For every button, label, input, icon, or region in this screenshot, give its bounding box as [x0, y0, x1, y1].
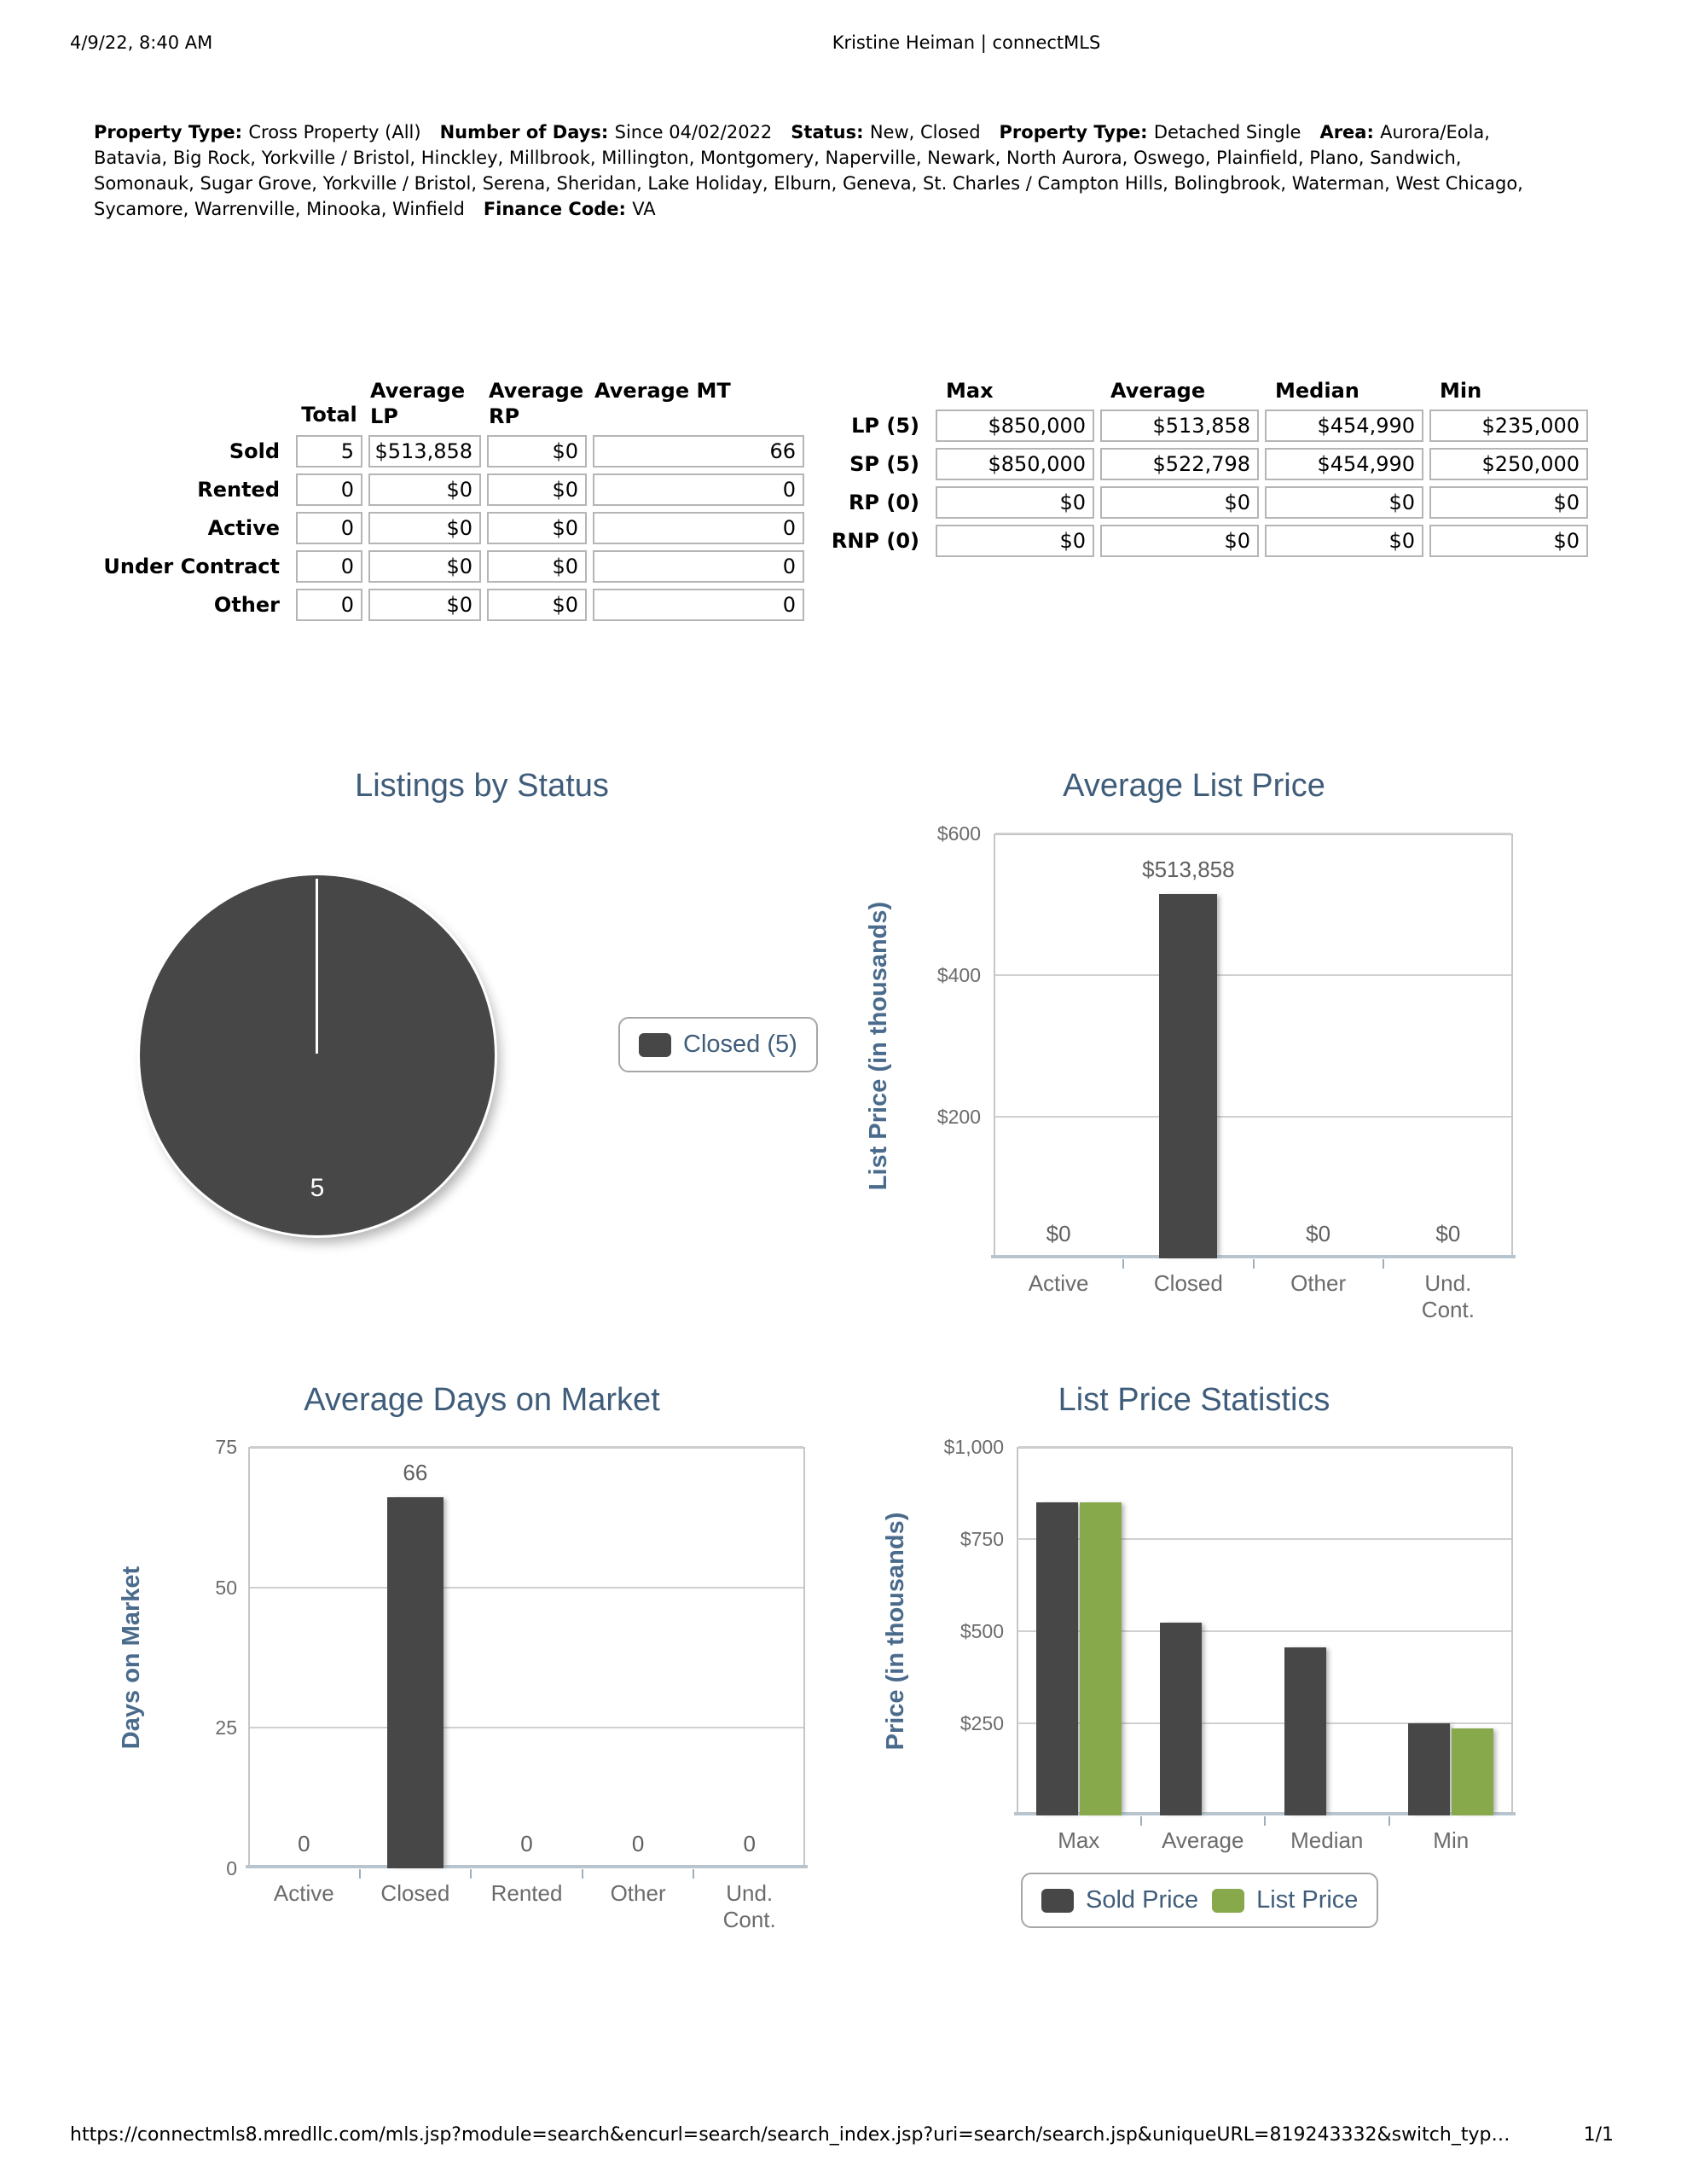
- column-header: Average RP: [489, 379, 584, 428]
- table-cell: [296, 550, 362, 583]
- category-label: Average: [1162, 1827, 1244, 1853]
- category-label: Active: [273, 1880, 334, 1906]
- table-cell-value: $454,990: [1317, 452, 1415, 476]
- column-header: Median: [1275, 379, 1359, 403]
- row-label: Rented: [197, 478, 280, 502]
- criteria-label: Area:: [1319, 122, 1381, 142]
- x-axis-tick: [693, 1869, 694, 1879]
- gridline: [250, 1587, 803, 1589]
- legend-swatch: [1041, 1889, 1074, 1913]
- table-cell: [487, 435, 587, 468]
- table-cell: [368, 512, 481, 544]
- table-cell-value: 5: [340, 439, 354, 463]
- row-label: Other: [213, 593, 280, 617]
- gridline: [250, 1727, 803, 1728]
- plot-area: [994, 834, 1513, 1258]
- y-tick-label: $200: [936, 1106, 981, 1128]
- table-cell-value: $235,000: [1481, 414, 1580, 438]
- category-label: Median: [1290, 1827, 1364, 1853]
- table-cell: [936, 448, 1094, 480]
- print-header-datetime: 4/9/22, 8:40 AM: [70, 32, 213, 53]
- criteria-value: Aurora/Eola, Batavia, Big Rock, Yorkville / Bristol, Hinckley, Millbrook, Millington, Montgomery, Naperville, Newark, North Aurora, Oswego, Plainfield, Plano, Sandwich, Somonauk, Sugar Grove, Yorkville / Bristol, Serena, Sheridan, Lake Holiday, Elburn, Geneva, St. Charles / Campton Hills, Bolingbrook, Waterman, West Chicago, Sycamore, Warrenville, Minooka, Winfield: [94, 122, 1523, 219]
- table-cell-value: $0: [552, 516, 578, 540]
- table-cell: [1429, 525, 1588, 557]
- gridline: [995, 974, 1511, 976]
- bar-sold-price: [1036, 1502, 1078, 1815]
- table-corner-spacer: [101, 378, 290, 429]
- table-cell-value: $0: [446, 516, 472, 540]
- table-cell: [593, 435, 804, 468]
- y-tick-label: $1,000: [943, 1436, 1004, 1458]
- table-cell-value: $0: [1224, 491, 1250, 514]
- row-label: Under Contract: [103, 555, 280, 578]
- table-cell-value: $522,798: [1152, 452, 1250, 476]
- y-tick-label: $500: [959, 1620, 1004, 1642]
- table-cell: [936, 410, 1094, 442]
- table-cell: [1429, 410, 1588, 442]
- category-label: Min: [1433, 1827, 1470, 1853]
- row-label: LP (5): [851, 414, 919, 438]
- table-cell-value: $0: [446, 555, 472, 578]
- column-header: Total: [301, 403, 357, 427]
- criteria-value: New, Closed: [869, 122, 981, 142]
- x-axis-tick: [359, 1869, 361, 1879]
- x-axis-tick: [1253, 1259, 1255, 1269]
- column-header: Average: [1110, 379, 1206, 403]
- x-axis-tick: [1388, 1816, 1390, 1826]
- value-label: 0: [520, 1831, 533, 1856]
- criteria-label: Property Type:: [94, 122, 249, 142]
- y-axis-title: List Price (in thousands): [865, 901, 892, 1191]
- column-header: Min: [1440, 379, 1482, 403]
- value-label: $513,858: [1142, 857, 1235, 883]
- table-cell: [593, 512, 804, 544]
- y-tick-label: 0: [226, 1857, 237, 1879]
- table-cell-value: 66: [769, 439, 796, 463]
- category-label: Und. Cont.: [722, 1880, 776, 1932]
- value-label: 0: [743, 1831, 756, 1856]
- table-cell: [296, 435, 362, 468]
- price-statistics-table: [819, 378, 1588, 557]
- plot-area: [248, 1447, 805, 1868]
- row-label: Active: [207, 516, 280, 540]
- table-cell: [1100, 525, 1259, 557]
- print-footer-page-number: 1/1: [1583, 2124, 1614, 2146]
- y-tick-label: $600: [936, 822, 981, 845]
- chart-title: Average Days on Market: [304, 1382, 660, 1418]
- table-cell-value: $250,000: [1481, 452, 1580, 476]
- pie-value-label: 5: [310, 1174, 325, 1202]
- print-footer-url: https://connectmls8.mredllc.com/mls.jsp?module=search&encurl=search/search_index.jsp?uri=search/search.jsp&uniqueURL=819243332&switch_typ…: [70, 2124, 1510, 2146]
- y-tick-label: 75: [215, 1436, 237, 1458]
- chart-title: List Price Statistics: [1058, 1382, 1330, 1418]
- y-tick-label: $400: [936, 964, 981, 986]
- table-cell: [296, 473, 362, 506]
- category-label: Closed: [1153, 1270, 1223, 1296]
- chart-title: Listings by Status: [355, 768, 609, 804]
- chart-legend: [1021, 1873, 1378, 1928]
- table-cell: [1429, 448, 1588, 480]
- table-cell-value: 0: [782, 555, 796, 578]
- table-cell: [1100, 448, 1259, 480]
- value-label: $0: [1046, 1221, 1071, 1246]
- x-axis-tick: [470, 1869, 472, 1879]
- criteria-value: Detached Single: [1153, 122, 1301, 142]
- criteria-label: Property Type:: [999, 122, 1154, 142]
- table-cell-value: $850,000: [988, 414, 1086, 438]
- bar-list-price: [1452, 1728, 1493, 1815]
- category-label: Other: [1290, 1270, 1347, 1296]
- table-cell: [1265, 448, 1423, 480]
- table-cell-value: 0: [340, 555, 354, 578]
- legend-label: Sold Price: [1086, 1886, 1199, 1914]
- table-cell-value: $0: [552, 478, 578, 502]
- table-cell: [368, 589, 481, 621]
- bar-value: [387, 1497, 443, 1868]
- pie-slice-boundary: [316, 879, 318, 1054]
- table-cell: [1265, 486, 1423, 519]
- x-axis-tick: [582, 1869, 583, 1879]
- gridline: [250, 1446, 803, 1448]
- table-cell: [487, 512, 587, 544]
- criteria-value: Since 04/02/2022: [614, 122, 773, 142]
- table-cell-value: 0: [340, 593, 354, 617]
- y-tick-label: $250: [959, 1712, 1004, 1734]
- table-cell-value: $0: [552, 555, 578, 578]
- table-cell-value: $0: [1059, 491, 1086, 514]
- value-label: $0: [1306, 1221, 1331, 1246]
- legend-swatch: [639, 1033, 671, 1057]
- table-cell-value: $850,000: [988, 452, 1086, 476]
- category-label: Und. Cont.: [1421, 1270, 1475, 1322]
- category-label: Closed: [380, 1880, 450, 1906]
- category-label: Max: [1058, 1827, 1100, 1853]
- status-summary-table: [101, 378, 804, 621]
- bar-sold-price: [1408, 1723, 1450, 1815]
- row-label: SP (5): [849, 452, 919, 476]
- criteria-value: VA: [632, 199, 656, 219]
- table-cell-value: 0: [782, 516, 796, 540]
- table-cell: [368, 435, 481, 468]
- table-cell-value: $0: [1224, 529, 1250, 553]
- table-cell-value: $0: [1553, 529, 1580, 553]
- y-axis-title: Price (in thousands): [882, 1512, 909, 1751]
- x-axis-line: [246, 1865, 808, 1868]
- table-cell-value: $513,858: [1152, 414, 1250, 438]
- criteria-value: Cross Property (All): [248, 122, 421, 142]
- row-label: Sold: [229, 439, 280, 463]
- bar-value: [1159, 894, 1217, 1258]
- x-axis-tick: [1383, 1259, 1384, 1269]
- y-tick-label: 50: [215, 1576, 237, 1599]
- table-cell-value: $0: [552, 593, 578, 617]
- table-cell: [296, 512, 362, 544]
- table-cell: [487, 589, 587, 621]
- table-cell: [1265, 525, 1423, 557]
- table-cell: [593, 589, 804, 621]
- x-axis-tick: [1122, 1259, 1124, 1269]
- gridline: [995, 833, 1511, 834]
- table-cell: [1265, 410, 1423, 442]
- table-cell: [1100, 486, 1259, 519]
- legend-swatch: [1212, 1889, 1244, 1913]
- legend-label: Closed (5): [683, 1031, 797, 1058]
- bar-list-price: [1080, 1502, 1122, 1815]
- column-header: Average LP: [370, 379, 466, 428]
- table-cell-value: $0: [552, 439, 578, 463]
- search-criteria-paragraph: [94, 119, 1554, 222]
- print-header-title: Kristine Heiman | connectMLS: [832, 32, 1101, 53]
- criteria-label: Status:: [791, 122, 870, 142]
- y-tick-label: $750: [959, 1528, 1004, 1550]
- gridline: [995, 1116, 1511, 1118]
- y-axis-title: Days on Market: [118, 1565, 145, 1750]
- table-cell-value: $0: [1059, 529, 1086, 553]
- x-axis-line: [991, 1255, 1516, 1258]
- value-label: 0: [298, 1831, 310, 1856]
- criteria-label: Finance Code:: [483, 199, 633, 219]
- x-axis-tick: [1264, 1816, 1266, 1826]
- table-cell-value: $0: [1388, 491, 1415, 514]
- table-corner-spacer: [819, 378, 930, 404]
- x-axis-tick: [1140, 1816, 1142, 1826]
- value-label: 0: [631, 1831, 645, 1856]
- table-cell: [368, 550, 481, 583]
- gridline: [1018, 1446, 1511, 1448]
- criteria-label: Number of Days:: [439, 122, 615, 142]
- bar-sold-price: [1284, 1647, 1326, 1815]
- table-cell-value: $0: [1553, 491, 1580, 514]
- category-label: Active: [1028, 1270, 1089, 1296]
- table-cell: [1100, 410, 1259, 442]
- table-cell: [936, 525, 1094, 557]
- table-cell-value: $0: [446, 478, 472, 502]
- y-tick-label: 25: [215, 1716, 237, 1740]
- table-cell-value: $0: [446, 593, 472, 617]
- category-label: Other: [610, 1880, 666, 1906]
- table-cell: [296, 589, 362, 621]
- table-cell-value: 0: [782, 593, 796, 617]
- bar-sold-price: [1160, 1623, 1202, 1815]
- chart-legend: [618, 1017, 818, 1072]
- table-cell: [593, 473, 804, 506]
- table-cell-value: $454,990: [1317, 414, 1415, 438]
- table-cell-value: 0: [340, 478, 354, 502]
- table-cell-value: $0: [1388, 529, 1415, 553]
- table-cell: [487, 473, 587, 506]
- table-cell-value: 0: [340, 516, 354, 540]
- legend-label: List Price: [1256, 1886, 1359, 1914]
- table-cell: [1429, 486, 1588, 519]
- table-cell-value: $513,858: [374, 439, 472, 463]
- table-cell-value: 0: [782, 478, 796, 502]
- value-label: 66: [403, 1460, 428, 1486]
- category-label: Rented: [490, 1880, 563, 1906]
- table-cell: [593, 550, 804, 583]
- table-cell: [936, 486, 1094, 519]
- row-label: RP (0): [848, 491, 919, 514]
- column-header: Max: [946, 379, 994, 403]
- table-cell: [487, 550, 587, 583]
- value-label: $0: [1435, 1221, 1461, 1246]
- table-cell: [368, 473, 481, 506]
- column-header: Average MT: [594, 379, 731, 403]
- chart-title: Average List Price: [1063, 768, 1325, 804]
- row-label: RNP (0): [831, 529, 919, 553]
